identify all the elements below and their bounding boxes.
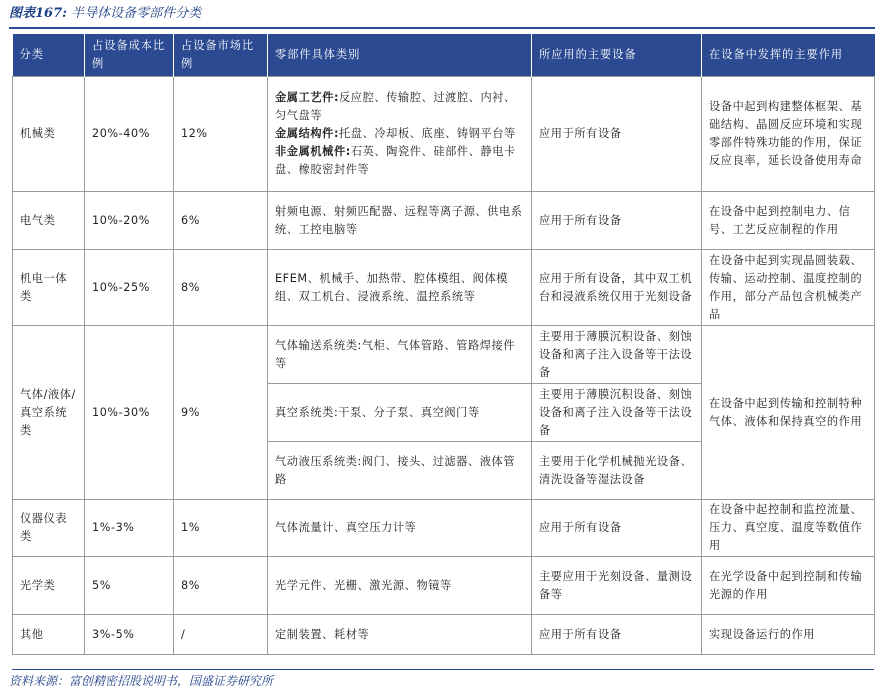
cell-cost: 1%-3%	[85, 500, 174, 557]
cell-category: 机电一体类	[13, 250, 85, 326]
table-row	[13, 77, 875, 192]
header-equipment: 所应用的主要设备	[532, 34, 702, 77]
part-group-text: 反应腔、传输腔、过渡腔、内衬、匀气盘等	[275, 91, 516, 122]
cell-market: 1%	[174, 500, 268, 557]
cell-equipment: 应用于所有设备	[532, 192, 702, 250]
cell-parts: 真空系统类:干泵、分子泵、真空阀门等	[268, 384, 532, 442]
cell-parts: EFEM、机械手、加热带、腔体模组、阀体模组、双工机台、浸液系统、温控系统等	[268, 250, 532, 326]
cell-equipment: 主要用于薄膜沉积设备、刻蚀设备和离子注入设备等干法设备	[532, 326, 702, 384]
header-row	[13, 34, 875, 77]
cell-market: 8%	[174, 250, 268, 326]
table-row	[13, 250, 875, 326]
cell-parts: 气体输送系统类:气柜、气体管路、管路焊接件等	[268, 326, 532, 384]
table-row	[13, 615, 875, 655]
cell-equipment: 应用于所有设备	[532, 500, 702, 557]
cell-role: 设备中起到构建整体框架、基础结构、晶圆反应环境和实现零部件特殊功能的作用，保证反应良率，延长设备使用寿命	[702, 77, 875, 192]
cell-cost: 20%-40%	[85, 77, 174, 192]
cell-category: 机械类	[13, 77, 85, 192]
cell-market: 12%	[174, 77, 268, 192]
cell-role: 在光学设备中起到控制和传输光源的作用	[702, 557, 875, 615]
cell-role: 在设备中起到控制电力、信号、工艺反应制程的作用	[702, 192, 875, 250]
cell-equipment: 应用于所有设备，其中双工机台和浸液系统仅用于光刻设备	[532, 250, 702, 326]
header-parts: 零部件具体类别	[268, 34, 532, 77]
cell-role: 在设备中起控制和监控流量、压力、真空度、温度等数值作用	[702, 500, 875, 557]
cell-equipment: 应用于所有设备	[532, 77, 702, 192]
cell-category: 其他	[13, 615, 85, 655]
table-bottom-rule	[12, 669, 874, 670]
cell-equipment: 主要用于化学机械抛光设备、清洗设备等湿法设备	[532, 442, 702, 500]
cell-category: 电气类	[13, 192, 85, 250]
cell-market: 6%	[174, 192, 268, 250]
components-table	[12, 34, 875, 655]
source-note: 资料来源：富创精密招股说明书，国盛证券研究所	[9, 674, 274, 688]
cell-role: 在设备中起到传输和控制特种气体、液体和保持真空的作用	[702, 326, 875, 500]
cell-cost: 10%-25%	[85, 250, 174, 326]
cell-cost: 10%-30%	[85, 326, 174, 500]
figure-caption	[9, 3, 875, 25]
part-group	[275, 89, 524, 125]
cell-role: 在设备中起到实现晶圆装载、传输、运动控制、温度控制的作用，部分产品包含机械类产品	[702, 250, 875, 326]
cell-cost: 3%-5%	[85, 615, 174, 655]
cell-market: /	[174, 615, 268, 655]
figure-label: 图表167:	[9, 6, 67, 21]
table-row	[13, 500, 875, 557]
cell-cost: 10%-20%	[85, 192, 174, 250]
cell-parts: 射频电源、射频匹配器、远程等离子源、供电系统、工控电脑等	[268, 192, 532, 250]
cell-equipment: 应用于所有设备	[532, 615, 702, 655]
cell-category: 光学类	[13, 557, 85, 615]
part-group-label: 金属工艺件:	[275, 91, 340, 104]
cell-equipment: 主要应用于光刻设备、量测设备等	[532, 557, 702, 615]
cell-market: 9%	[174, 326, 268, 500]
part-group-label: 金属结构件:	[275, 127, 340, 140]
part-group-label: 非金属机械件:	[275, 145, 351, 158]
cell-parts	[268, 77, 532, 192]
part-group-text: 托盘、冷却板、底座、铸钢平台等	[339, 127, 516, 140]
table-row	[13, 192, 875, 250]
cell-parts: 光学元件、光栅、激光源、物镜等	[268, 557, 532, 615]
cell-role: 实现设备运行的作用	[702, 615, 875, 655]
figure-title: 半导体设备零部件分类	[71, 6, 202, 21]
cell-parts: 定制装置、耗材等	[268, 615, 532, 655]
caption-rule	[9, 27, 875, 29]
header-cost-share: 占设备成本比例	[85, 34, 174, 77]
cell-market: 8%	[174, 557, 268, 615]
header-market-share: 占设备市场比例	[174, 34, 268, 77]
cell-category: 气体/液体/真空系统类	[13, 326, 85, 500]
cell-category: 仪器仪表类	[13, 500, 85, 557]
cell-parts: 气动液压系统类:阀门、接头、过滤器、液体管路	[268, 442, 532, 500]
part-group-text: 石英、陶瓷件、硅部件、静电卡盘、橡胶密封件等	[275, 145, 516, 176]
table-row	[13, 557, 875, 615]
table-row	[13, 326, 875, 384]
header-role: 在设备中发挥的主要作用	[702, 34, 875, 77]
cell-parts: 气体流量计、真空压力计等	[268, 500, 532, 557]
cell-equipment: 主要用于薄膜沉积设备、刻蚀设备和离子注入设备等干法设备	[532, 384, 702, 442]
part-group	[275, 125, 524, 143]
cell-cost: 5%	[85, 557, 174, 615]
header-category: 分类	[13, 34, 85, 77]
part-group	[275, 143, 524, 179]
